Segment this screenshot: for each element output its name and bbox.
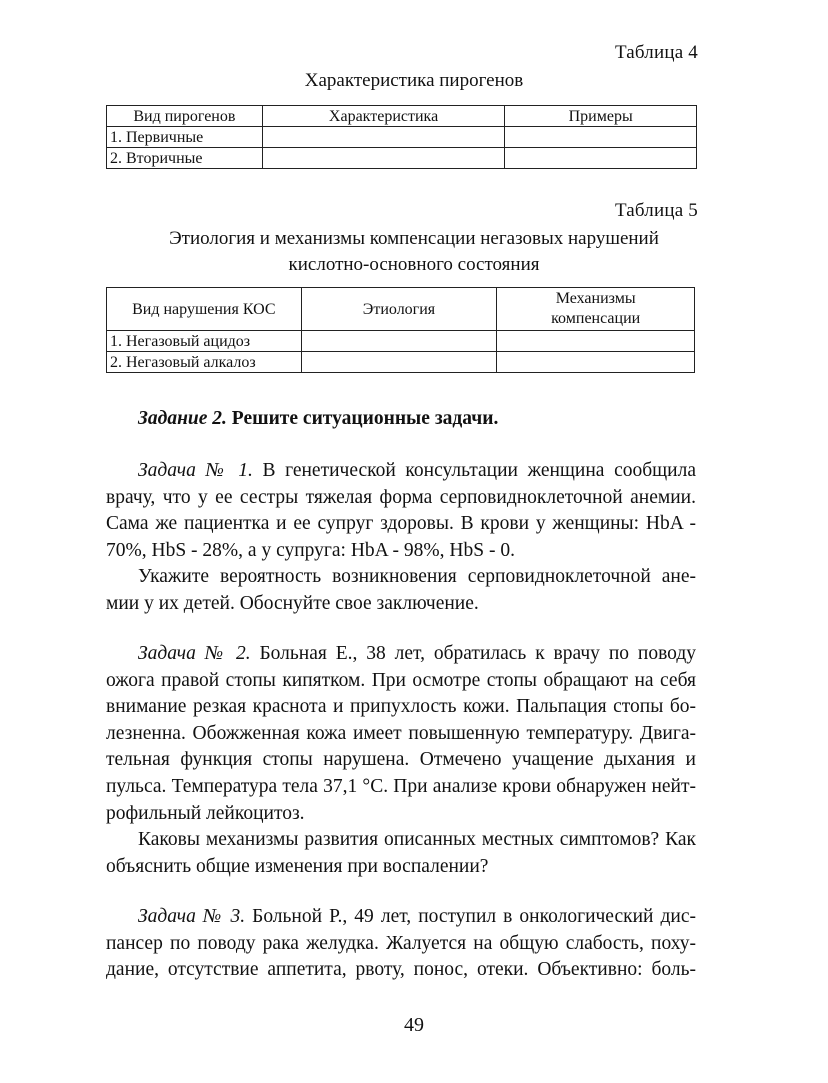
problem-question-line: объяснить общие изменения при воспалении? (106, 855, 489, 877)
problem-line: ожога правой стопы кипятком. При осмотре стопы обращают на себя (106, 669, 696, 691)
table-cell (505, 127, 697, 148)
problem-line: пульса. Температура тела 37,1 °С. При анализе крови обнаружен нейт- (106, 775, 696, 797)
task-label: Задание 2. (138, 408, 227, 429)
table-cell (497, 331, 695, 352)
problem-line: Сама же пациентка и ее супруг здоровы. В крови у женщины: HbA - (106, 513, 696, 535)
header-cell: Примеры (505, 106, 697, 127)
table-row (107, 331, 695, 352)
table-cell (505, 148, 697, 169)
header-cell-line: компенсации (551, 310, 641, 327)
table-cell (497, 352, 695, 373)
table-cell (301, 331, 497, 352)
problem-line (106, 458, 696, 485)
table-cell (301, 352, 497, 373)
problem-text: Больной Р., 49 лет, поступил в онкологический дис- (245, 906, 696, 927)
header-cell-line: Механизмы (555, 290, 636, 307)
table-cell: 2. Негазовый алкалоз (107, 352, 302, 373)
problem-text: В генетической консультации женщина сообщила (252, 460, 696, 481)
problem-line: дание, отсутствие аппетита, рвоту, понос, отеки. Объективно: боль- (106, 959, 696, 981)
header-cell (497, 288, 695, 331)
header-cell: Этиология (301, 288, 497, 331)
table-cell: 2. Вторичные (107, 148, 263, 169)
table-5 (106, 287, 695, 373)
table-4 (106, 105, 697, 169)
table-cell (262, 148, 505, 169)
problem-label: Задача № 3. (138, 906, 246, 927)
task-text: Решите ситуационные задачи. (226, 408, 499, 429)
table-5-title-line-2: кислотно-основного состояния (288, 254, 540, 275)
problem-line: лезненна. Обожженная кожа имеет повышенную температуру. Двига- (106, 722, 696, 744)
problem-line: пансер по поводу рака желудка. Жалуется на общую слабость, поху- (106, 932, 696, 954)
problem-3 (106, 904, 696, 984)
table-header-row (107, 106, 697, 127)
problem-line: тельная функция стопы нарушена. Отмечено учащение дыхания и (106, 749, 696, 771)
table-cell: 1. Негазовый ацидоз (107, 331, 302, 352)
problem-line: врачу, что у ее сестры тяжелая форма серповидноклеточной анемии. (106, 486, 696, 508)
table-4-title: Характеристика пирогенов (304, 70, 524, 91)
table-4-number: Таблица 4 (614, 42, 698, 63)
problem-line: рофильный лейкоцитоз. (106, 802, 305, 824)
problem-question-line: мии у их детей. Обоснуйте свое заключение. (106, 592, 479, 614)
task-heading (138, 406, 698, 433)
problem-label: Задача № 1. (138, 460, 253, 481)
table-5-title-line-1: Этиология и механизмы компенсации негазовых нарушений (169, 228, 659, 249)
problem-line (106, 904, 696, 931)
problem-line: 70%, HbS - 28%, а у супруга: HbA - 98%, HbS - 0. (106, 539, 515, 561)
page-number: 49 (404, 1014, 424, 1036)
problem-1 (106, 458, 696, 618)
header-cell: Вид нарушения КОС (107, 288, 302, 331)
header-cell: Вид пирогенов (107, 106, 263, 127)
table-row (107, 127, 697, 148)
table-cell: 1. Первичные (107, 127, 263, 148)
problem-question-line: Каковы механизмы развития описанных местных симптомов? Как (138, 829, 696, 851)
table-row (107, 352, 695, 373)
problem-question-line: Укажите вероятность возникновения серповидноклеточной ане- (138, 566, 696, 588)
problem-line: внимание резкая краснота и припухлость кожи. Пальпация стопы бо- (106, 696, 696, 718)
table-header-row (107, 288, 695, 331)
table-row (107, 148, 697, 169)
table-5-number: Таблица 5 (614, 200, 698, 221)
problem-line (106, 641, 696, 668)
header-cell: Характеристика (262, 106, 505, 127)
table-cell (262, 127, 505, 148)
problem-text: Больная Е., 38 лет, обратилась к врачу по поводу (250, 643, 696, 664)
problem-label: Задача № 2. (138, 643, 251, 664)
problem-2 (106, 641, 696, 880)
